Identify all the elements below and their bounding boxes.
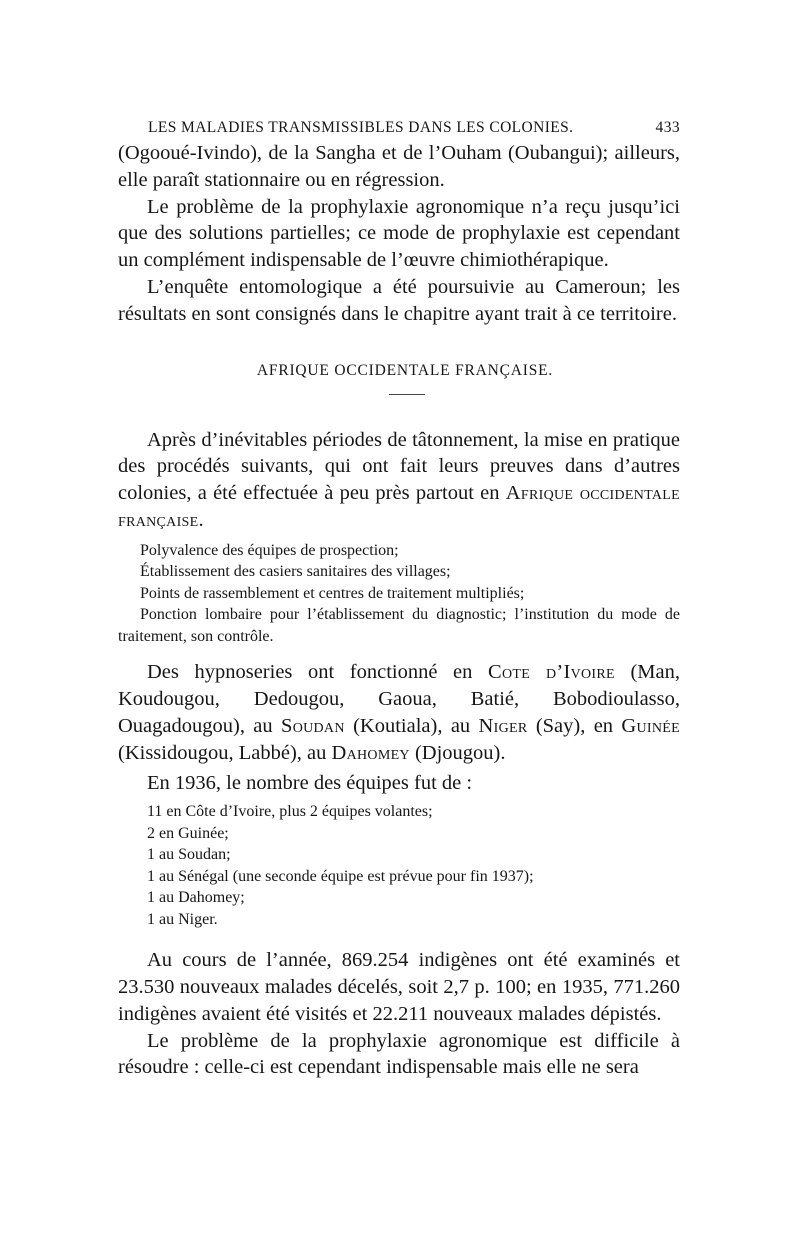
paragraph-teams-lead: En 1936, le nombre des équipes fut de : [147, 772, 473, 795]
page-number: 433 [655, 119, 680, 136]
section-heading: AFRIQUE OCCIDENTALE FRANÇAISE. [256, 361, 554, 379]
procedure-item: Points de rassemblement et centres de traitement multipliés; [140, 584, 525, 602]
hypno-text-4: (Say), en [535, 714, 614, 737]
procedure-item: Polyvalence des équipes de prospection; [140, 541, 399, 559]
region-guinee: Guinée [621, 714, 680, 737]
procedure-item: Ponction lombaire pour l’établissement du diagnostic; l’institution du mode de traitement, son contrôle. [118, 606, 680, 645]
intro-text: Après d’inévitables périodes de tâtonnement, la mise en pratique des procédés suivants, qui ont fait leurs preuves dans d’autres colonies, a été effectuée à peu près partout en [118, 428, 680, 505]
team-item: 11 en Côte d’Ivoire, plus 2 équipes volantes; [147, 803, 433, 821]
region-niger: Niger [478, 714, 528, 737]
running-title: LES MALADIES TRANSMISSIBLES DANS LES COLONIES. [148, 119, 574, 136]
procedures-list [118, 540, 680, 648]
paragraph-agronomique: Le problème de la prophylaxie agronomique est difficile à résoudre : celle-ci est cependant indispensable mais elle ne sera [118, 1029, 680, 1079]
region-dahomey: Dahomey [331, 741, 410, 764]
hypno-text-3: (Koutiala), au [353, 714, 471, 737]
intro-region: Afrique occidentale française. [118, 482, 680, 531]
team-item: 1 au Soudan; [147, 846, 231, 864]
hypno-text-1: Des hypnoseries ont fonctionné en [147, 661, 473, 684]
paragraph-results: Au cours de l’année, 869.254 indigènes ont été examinés et 23.530 nouveaux malades décelés, soit 2,7 p. 100; en 1935, 771.260 indigènes avaient été visités et 22.211 nouveaux malades dépistés. [118, 949, 680, 1025]
paragraph-hypnoseries [118, 659, 680, 766]
region-soudan: Soudan [281, 714, 345, 737]
paragraph-enquete: L’enquête entomologique a été poursuivie au Cameroun; les résultats en sont consignés dans le chapitre ayant trait à ce territoire. [118, 275, 680, 325]
paragraph-continuation: (Ogooué-Ivindo), de la Sangha et de l’Ouham (Oubangui); ailleurs, elle paraît stationnaire ou en régression. [118, 142, 680, 191]
paragraph-prophylaxie: Le problème de la prophylaxie agronomique n’a reçu jusqu’ici que des solutions partielles; ce mode de prophylaxie est cependant un complément indispensable de l’œuvre chimiothérapique. [118, 195, 680, 272]
teams-list [118, 801, 680, 930]
paragraph-intro [118, 427, 680, 534]
team-item: 1 au Sénégal (une seconde équipe est prévue pour fin 1937); [147, 867, 534, 885]
book-page [118, 110, 680, 1081]
procedure-item: Établissement des casiers sanitaires des villages; [140, 563, 451, 581]
team-item: 1 au Dahomey; [147, 889, 245, 907]
hypno-text-6: (Djougou). [414, 741, 506, 764]
team-item: 2 en Guinée; [147, 824, 229, 842]
hypno-text-5: (Kissidougou, Labbé), au [118, 741, 327, 764]
section-divider [389, 394, 425, 395]
running-header [118, 110, 680, 138]
team-item: 1 au Niger. [147, 910, 218, 928]
hypno-text-2: (Man, Koudougou, Dedougou, Gaoua, Batié, Bobodioulasso, Ouagadougou), au [118, 661, 681, 737]
region-cote-ivoire: Cote d’Ivoire [487, 661, 615, 684]
